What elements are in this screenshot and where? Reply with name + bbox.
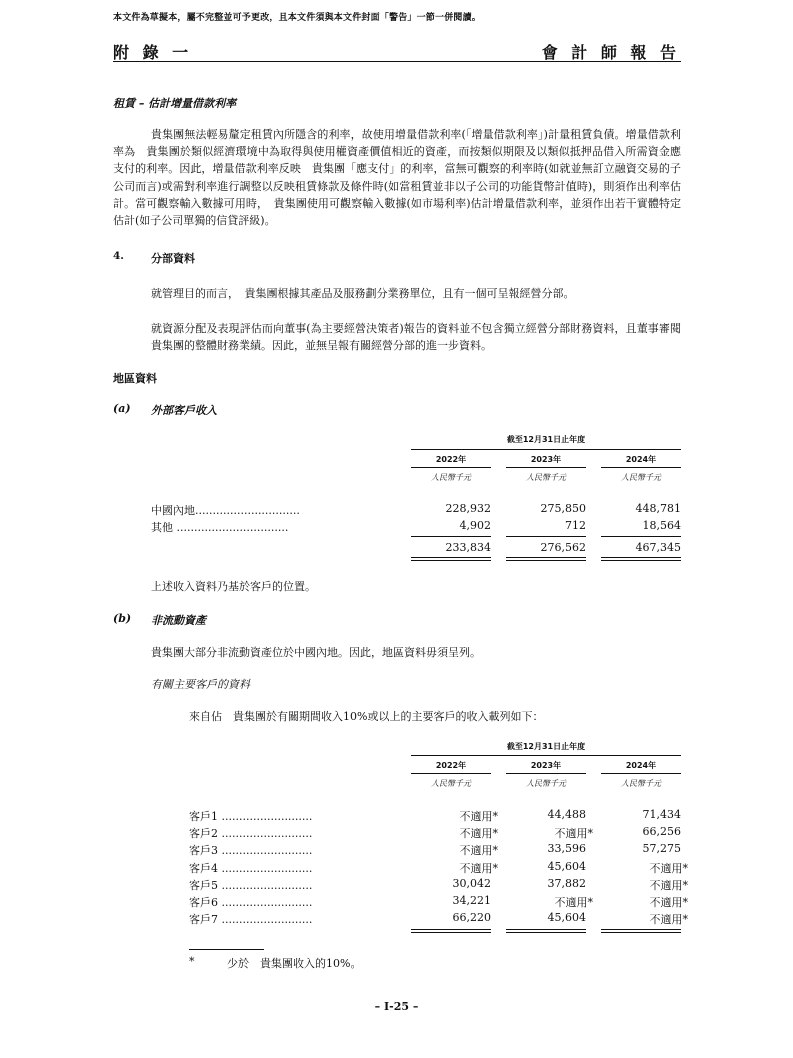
subtotal-rule xyxy=(601,536,681,537)
geo-heading: 地區資料 xyxy=(113,372,157,385)
table-cell: 不適用* xyxy=(459,810,498,823)
revenue-unit: 人民幣千元 xyxy=(526,473,566,482)
total-cell: 233,834 xyxy=(445,541,491,554)
year-rule xyxy=(601,773,681,774)
table-cell: 4,902 xyxy=(459,519,491,532)
report-title: 會 計 師 報 告 xyxy=(541,43,680,62)
customers-unit: 人民幣千元 xyxy=(431,779,471,788)
year-rule xyxy=(411,773,491,774)
table-cell: 不適用* xyxy=(554,827,593,840)
table-cell: 不適用* xyxy=(459,827,498,840)
table-cell: 18,564 xyxy=(642,519,681,532)
year-rule xyxy=(506,467,586,468)
table-cell: 228,932 xyxy=(445,502,491,515)
table-cell: 44,488 xyxy=(547,808,586,821)
table-cell: 275,850 xyxy=(540,502,586,515)
revenue-unit: 人民幣千元 xyxy=(431,473,471,482)
footnote-rule xyxy=(189,949,264,950)
table-cell: 不適用* xyxy=(649,913,688,926)
table-row-label: 中國內地.............................. xyxy=(151,504,300,517)
table-cell: 不適用* xyxy=(459,844,498,857)
year-rule xyxy=(411,467,491,468)
revenue-caption: 截至12月31日止年度 xyxy=(506,435,586,444)
revenue-marker: (a) xyxy=(113,402,131,415)
customers-unit: 人民幣千元 xyxy=(621,779,661,788)
table-row-label: 客戶3 .......................... xyxy=(189,844,313,857)
section-title: 分部資料 xyxy=(151,252,195,265)
table-row-label: 客戶6 .......................... xyxy=(189,896,313,909)
page-number: – I-25 – xyxy=(374,1000,419,1013)
table-cell: 45,604 xyxy=(547,860,586,873)
year-rule xyxy=(506,773,586,774)
total-double-rule xyxy=(506,929,586,933)
noncurrent-para: 貴集團大部分非流動資產位於中國內地。因此，地區資料毋須呈列。 xyxy=(151,646,481,659)
revenue-year-2022: 2022年 xyxy=(435,455,467,464)
table-cell: 37,882 xyxy=(547,877,586,890)
table-cell: 33,596 xyxy=(547,842,586,855)
table-row-label: 其他 ................................ xyxy=(151,521,289,534)
customers-heading: 有關主要客戶的資料 xyxy=(151,678,250,691)
table-row-label: 客戶4 .......................... xyxy=(189,862,313,875)
table-cell: 66,220 xyxy=(452,911,491,924)
customers-caption: 截至12月31日止年度 xyxy=(506,742,586,751)
appendix-title: 附 錄 一 xyxy=(113,43,193,62)
table-cell: 不適用* xyxy=(649,862,688,875)
total-double-rule xyxy=(411,929,491,933)
caption-rule xyxy=(411,755,681,756)
customers-year-2024: 2024年 xyxy=(625,761,657,770)
footnote-text: 少於 貴集團收入的10%。 xyxy=(227,957,362,970)
revenue-year-2023: 2023年 xyxy=(530,455,562,464)
subtotal-rule xyxy=(411,536,491,537)
total-double-rule xyxy=(601,929,681,933)
segment-para-1: 就管理目的而言， 貴集團根據其產品及服務劃分業務單位，且有一個可呈報經營分部。 xyxy=(151,287,575,300)
table-cell: 不適用* xyxy=(459,862,498,875)
customers-intro: 來自佔 貴集團於有關期間收入10%或以上的主要客戶的收入載列如下： xyxy=(189,710,544,723)
revenue-title: 外部客戶收入 xyxy=(151,404,217,417)
table-cell: 45,604 xyxy=(547,911,586,924)
revenue-note: 上述收入資料乃基於客戶的位置。 xyxy=(151,580,316,593)
caption-rule xyxy=(411,449,681,450)
table-cell: 不適用* xyxy=(554,896,593,909)
total-double-rule xyxy=(411,557,491,561)
table-row-label: 客戶5 .......................... xyxy=(189,879,313,892)
table-cell: 57,275 xyxy=(642,842,681,855)
revenue-year-2024: 2024年 xyxy=(625,455,657,464)
table-cell: 712 xyxy=(565,519,586,532)
table-row-label: 客戶2 .......................... xyxy=(189,827,313,840)
footnote-mark: * xyxy=(189,955,195,968)
total-double-rule xyxy=(601,557,681,561)
lease-heading: 租賃 – 估計增量借款利率 xyxy=(113,97,237,110)
customers-unit: 人民幣千元 xyxy=(526,779,566,788)
total-double-rule xyxy=(506,557,586,561)
table-cell: 66,256 xyxy=(642,825,681,838)
table-cell: 不適用* xyxy=(649,896,688,909)
subtotal-rule xyxy=(506,536,586,537)
lease-paragraph: 貴集團無法輕易釐定租賃內所隱含的利率，故使用增量借款利率(「增量借款利率」)計量租賃負債。增量借款利率為 貴集團於類似經濟環境中為取得與使用權資產價值相近的資產，而按類似期限及以類似抵押品借入所需資金應支付的利率。因此，增量借款利率反映 貴集團「應支付」的利率，當無可觀察的利率時(如就並無訂立融資交易的子公司而言)或需對利率進行調整以反映租賃條款及條件時(如當租賃並非以子公司的功能貨幣計值時)，則須作出利率估計。當可觀察輸入數據可用時， 貴集團使用可觀察輸入數據(如市場利率)估計增量借款利率，並須作出若干實體特定估計(如子公司單獨的信貸評級)。 xyxy=(113,128,681,228)
segment-para-2: 就資源分配及表現評估而向董事(為主要經營決策者)報告的資料並不包含獨立經營分部財務資料，且董事審閱 貴集團的整體財務業績。因此，並無呈報有關經營分部的進一步資料。 xyxy=(151,322,692,353)
year-rule xyxy=(601,467,681,468)
noncurrent-title: 非流動資產 xyxy=(151,614,206,627)
total-cell: 276,562 xyxy=(540,541,586,554)
table-cell: 448,781 xyxy=(635,502,681,515)
customers-year-2023: 2023年 xyxy=(530,761,562,770)
table-cell: 71,434 xyxy=(642,808,681,821)
table-cell: 不適用* xyxy=(649,879,688,892)
noncurrent-marker: (b) xyxy=(113,612,132,625)
table-cell: 34,221 xyxy=(452,894,491,907)
revenue-unit: 人民幣千元 xyxy=(621,473,661,482)
table-row-label: 客戶7 .......................... xyxy=(189,913,313,926)
section-number: 4. xyxy=(113,250,124,262)
draft-warning: 本文件為草擬本，屬不完整並可予更改，且本文件須與本文件封面「警告」一節一併閱讀。 xyxy=(113,13,482,23)
total-cell: 467,345 xyxy=(635,541,681,554)
table-cell: 30,042 xyxy=(452,877,491,890)
header-rule xyxy=(113,61,681,62)
table-row-label: 客戶1 .......................... xyxy=(189,810,313,823)
customers-year-2022: 2022年 xyxy=(435,761,467,770)
